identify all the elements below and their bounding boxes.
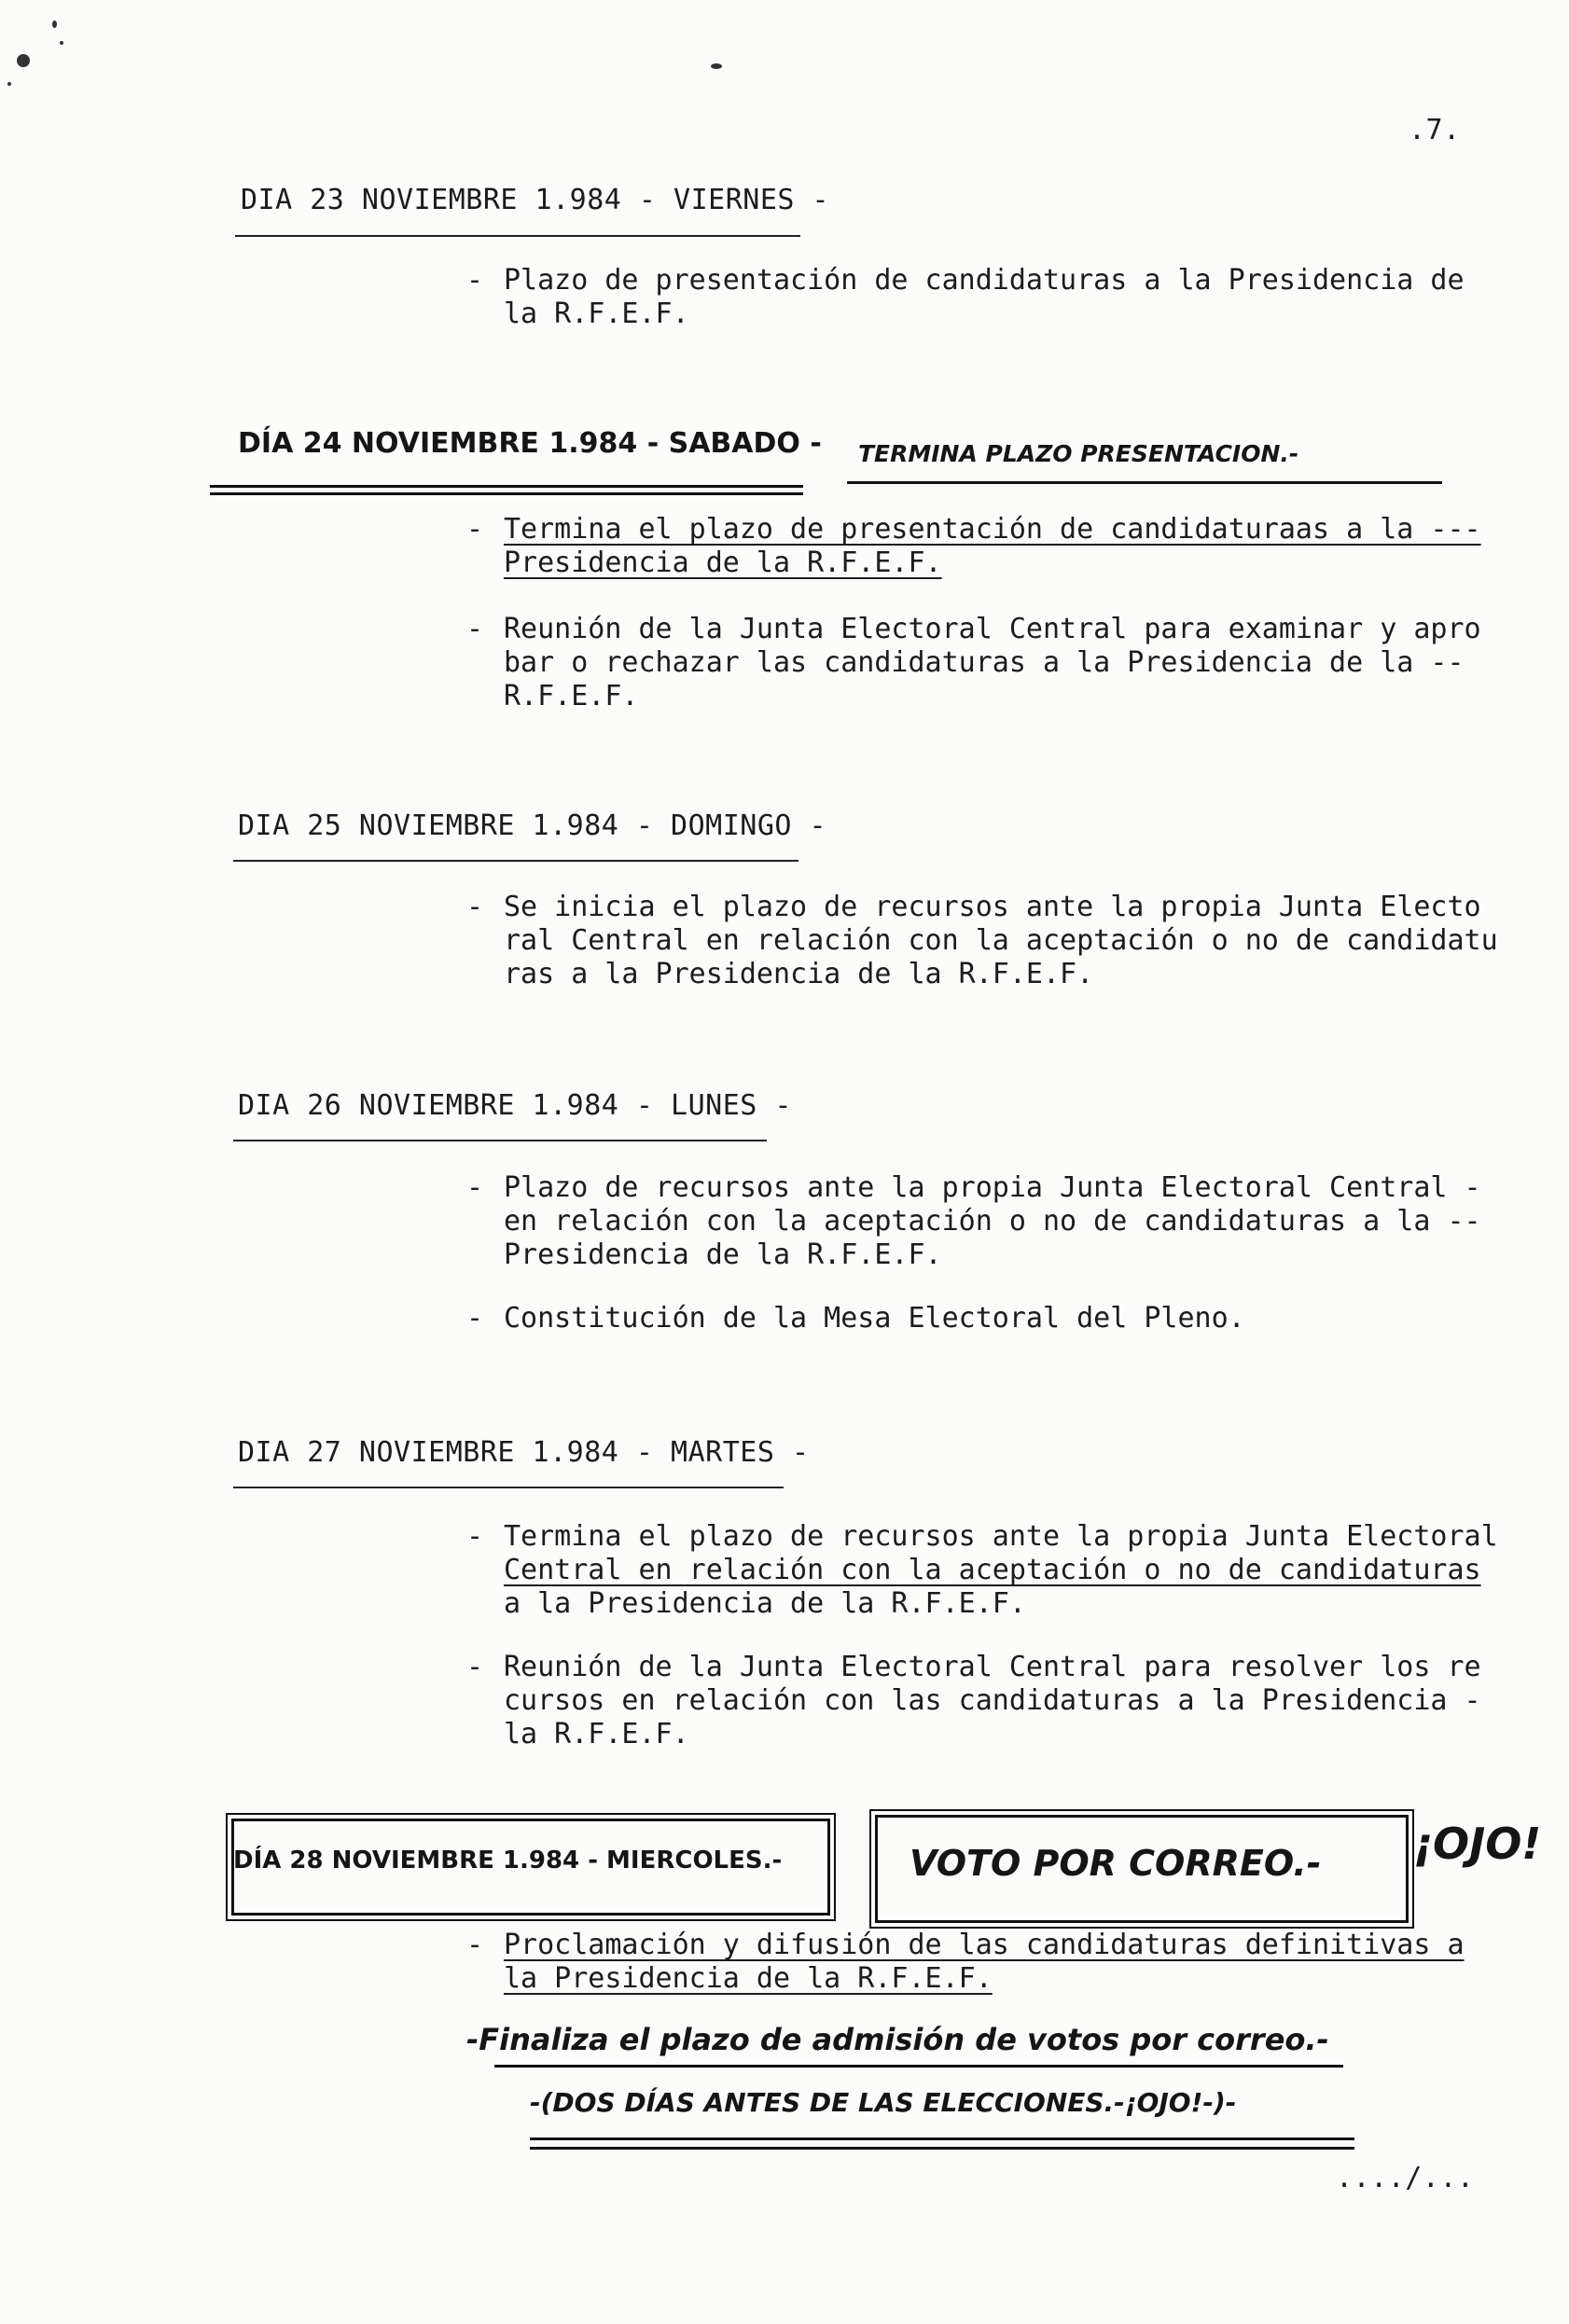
- continuation-mark: ..../...: [1336, 2162, 1475, 2194]
- heading-rule: [210, 485, 803, 488]
- item-line: Proclamación y difusión de las candidaturas definitivas a: [504, 1929, 1465, 1961]
- scan-speck: [60, 41, 63, 45]
- bullet-dash: -: [466, 1651, 484, 1683]
- handwritten-rule: [494, 2065, 1343, 2068]
- item-line: Plazo de recursos ante la propia Junta Electoral Central -: [504, 1171, 1481, 1204]
- handwritten-rule: [530, 2147, 1354, 2150]
- page-number: .7.: [1409, 114, 1461, 146]
- bullet-dash: -: [466, 264, 484, 297]
- item-line: ras a la Presidencia de la R.F.E.F.: [504, 958, 1094, 990]
- day-heading: DÍA 28 NOVIEMBRE 1.984 - MIERCOLES.-: [233, 1847, 783, 1874]
- scan-speck: [17, 54, 30, 67]
- item-line: bar o rechazar las candidaturas a la Presidencia de la --: [504, 646, 1465, 679]
- item-line: Reunión de la Junta Electoral Central para examinar y apro: [504, 613, 1481, 645]
- item-line: Presidencia de la R.F.E.F.: [504, 546, 942, 579]
- item-line: la R.F.E.F.: [504, 1718, 689, 1750]
- day-heading: DIA 25 NOVIEMBRE 1.984 - DOMINGO -: [238, 809, 827, 842]
- scan-speck: [711, 63, 722, 69]
- day-heading: DIA 23 NOVIEMBRE 1.984 - VIERNES -: [241, 184, 830, 216]
- item-line: la R.F.E.F.: [504, 297, 689, 330]
- item-line: Se inicia el plazo de recursos ante la propia Junta Electo: [504, 891, 1481, 923]
- bullet-dash: -: [466, 1302, 484, 1335]
- item-line: la Presidencia de la R.F.E.F.: [504, 1962, 993, 1995]
- item-line: cursos en relación con las candidaturas a la Presidencia -: [504, 1684, 1481, 1717]
- item-line: Termina el plazo de presentación de candidaturaas a la ---: [504, 513, 1481, 546]
- item-line: Constitución de la Mesa Electoral del Pleno.: [504, 1302, 1245, 1335]
- item-line: Reunión de la Junta Electoral Central para resolver los re: [504, 1651, 1481, 1683]
- heading-rule: [233, 860, 798, 862]
- handwritten-note: TERMINA PLAZO PRESENTACION.-: [858, 440, 1299, 467]
- bullet-dash: -: [466, 1520, 484, 1553]
- item-line: Plazo de presentación de candidaturas a la Presidencia de: [504, 264, 1465, 297]
- heading-rule: [210, 492, 803, 495]
- handwritten-line: -Finaliza el plazo de admisión de votos por correo.-: [466, 2022, 1329, 2057]
- handwritten-rule: [530, 2137, 1354, 2140]
- day-heading: DIA 26 NOVIEMBRE 1.984 - LUNES -: [238, 1089, 792, 1122]
- day-heading: DIA 27 NOVIEMBRE 1.984 - MARTES -: [238, 1436, 810, 1469]
- item-line: ral Central en relación con la aceptación o no de candidatu: [504, 924, 1498, 957]
- handwritten-line: -(DOS DÍAS ANTES DE LAS ELECCIONES.-¡OJO!-)-: [530, 2087, 1237, 2118]
- item-line: Central en relación con la aceptación o no de candidaturas: [504, 1554, 1481, 1586]
- handwritten-note: VOTO POR CORREO.-: [909, 1843, 1322, 1884]
- heading-rule: [233, 1487, 784, 1488]
- bullet-dash: -: [466, 513, 484, 546]
- item-line: a la Presidencia de la R.F.E.F.: [504, 1587, 1026, 1620]
- item-line: en relación con la aceptación o no de candidaturas a la --: [504, 1205, 1481, 1238]
- scan-speck: [7, 82, 11, 86]
- scan-speck: [52, 21, 57, 28]
- note-rule: [847, 481, 1442, 484]
- handwritten-exclaim: ¡OJO!: [1413, 1819, 1542, 1869]
- heading-rule: [233, 1140, 767, 1141]
- bullet-dash: -: [466, 891, 484, 923]
- item-line: Termina el plazo de recursos ante la propia Junta Electoral: [504, 1520, 1498, 1553]
- day-heading: DÍA 24 NOVIEMBRE 1.984 - SABADO -: [238, 427, 822, 460]
- item-line: R.F.E.F.: [504, 680, 639, 712]
- bullet-dash: -: [466, 1929, 484, 1961]
- bullet-dash: -: [466, 613, 484, 645]
- heading-rule: [235, 235, 800, 237]
- bullet-dash: -: [466, 1171, 484, 1204]
- item-line: Presidencia de la R.F.E.F.: [504, 1238, 942, 1271]
